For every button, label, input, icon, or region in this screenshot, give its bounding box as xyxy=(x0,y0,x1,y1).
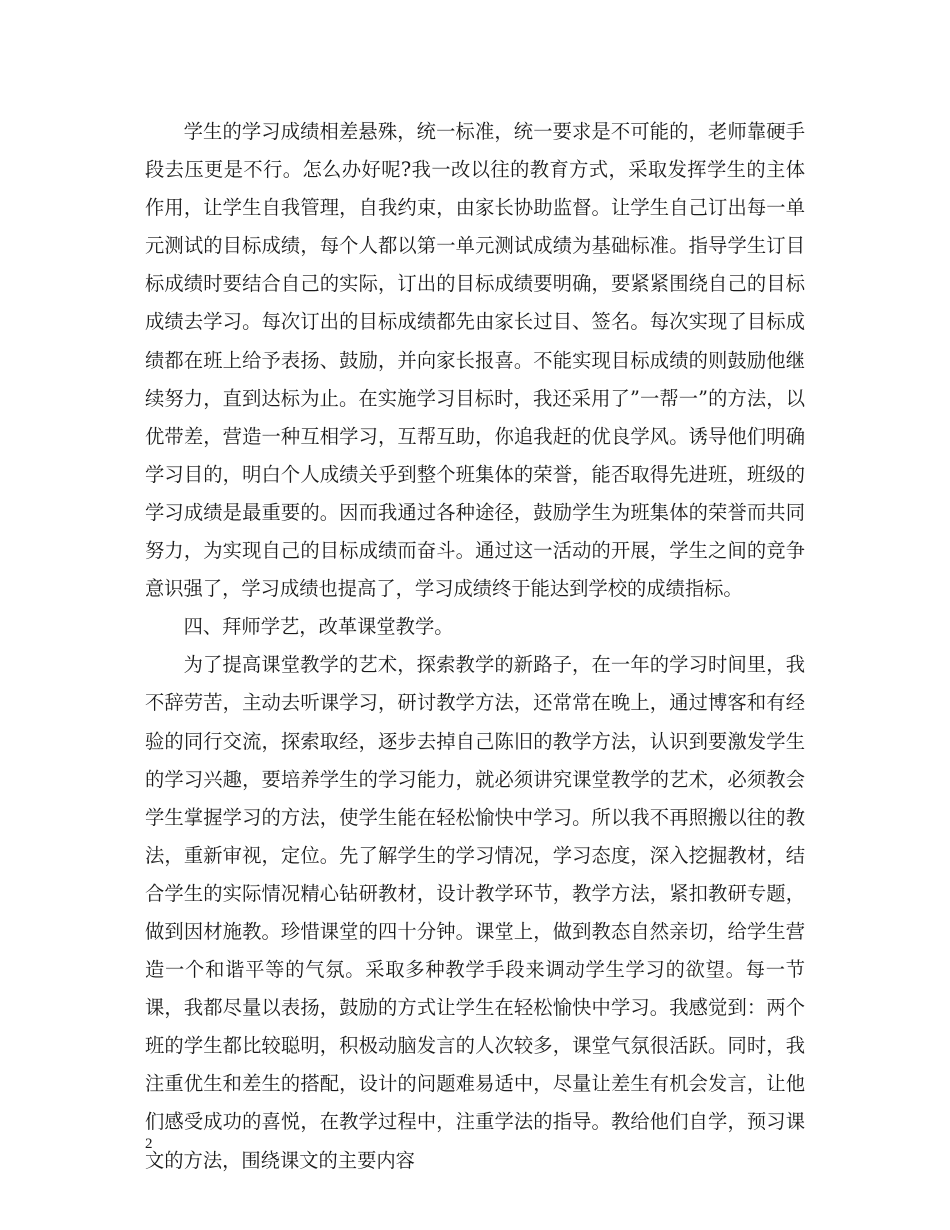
paragraph-teaching-art: 为了提高课堂教学的艺术，探索教学的新路子，在一年的学习时间里，我不辞劳苦，主动去听课学习，研讨教学方法，还常常在晚上，通过博客和有经验的同行交流，探索取经，逐步去掉自己陈旧的教学方法，认识到要激发学生的学习兴趣，要培养学生的学习能力，就必须讲究课堂教学的艺术，必须教会学生掌握学习的方法，使学生能在轻松愉快中学习。所以我不再照搬以往的教法，重新审视，定位。先了解学生的学习情况，学习态度，深入挖掘教材，结合学生的实际情况精心钻研教材，设计教学环节，教学方法，紧扣教研专题，做到因材施教。珍惜课堂的四十分钟。课堂上，做到教态自然亲切，给学生营造一个和谐平等的气氛。采取多种教学手段来调动学生学习的欲望。每一节课，我都尽量以表扬，鼓励的方式让学生在轻松愉快中学习。我感觉到：两个班的学生都比较聪明，积极动脑发言的人次较多，课堂气氛很活跃。同时，我注重优生和差生的搭配，设计的问题难易适中，尽量让差生有机会发言，让他们感受成功的喜悦，在教学过程中，注重学法的指导。教给他们自学，预习课文的方法，围绕课文的主要内容 xyxy=(145,653,805,1172)
page-number: 2 xyxy=(145,1136,153,1152)
paragraph-goal-setting: 学生的学习成绩相差悬殊，统一标准，统一要求是不可能的，老师靠硬手段去压更是不行。怎么办好呢?我一改以往的教育方式，采取发挥学生的主体作用，让学生自我管理，自我约束，由家长协助监督。让学生自己订出每一单元测试的目标成绩，每个人都以第一单元测试成绩为基础标准。指导学生订目标成绩时要结合自己的实际，订出的目标成绩要明确，要紧紧围绕自己的目标成绩去学习。每次订出的目标成绩都先由家长过目、签名。每次实现了目标成绩都在班上给予表扬、鼓励，并向家长报喜。不能实现目标成绩的则鼓励他继续努力，直到达标为止。在实施学习目标时，我还采用了”一帮一”的方法，以优带差，营造一种互相学习，互帮互助，你追我赶的优良学风。诱导他们明确学习目的，明白个人成绩关乎到整个班集体的荣誉，能否取得先进班，班级的学习成绩是最重要的。因而我通过各种途径，鼓励学生为班集体的荣誉而共同努力，为实现自己的目标成绩而奋斗。通过这一活动的开展，学生之间的竞争意识强了，学习成绩也提高了，学习成绩终于能达到学校的成绩指标。 xyxy=(145,120,805,601)
document-body xyxy=(145,113,805,1180)
section-heading-classroom-reform: 四、拜师学艺，改革课堂教学。 xyxy=(183,615,454,639)
